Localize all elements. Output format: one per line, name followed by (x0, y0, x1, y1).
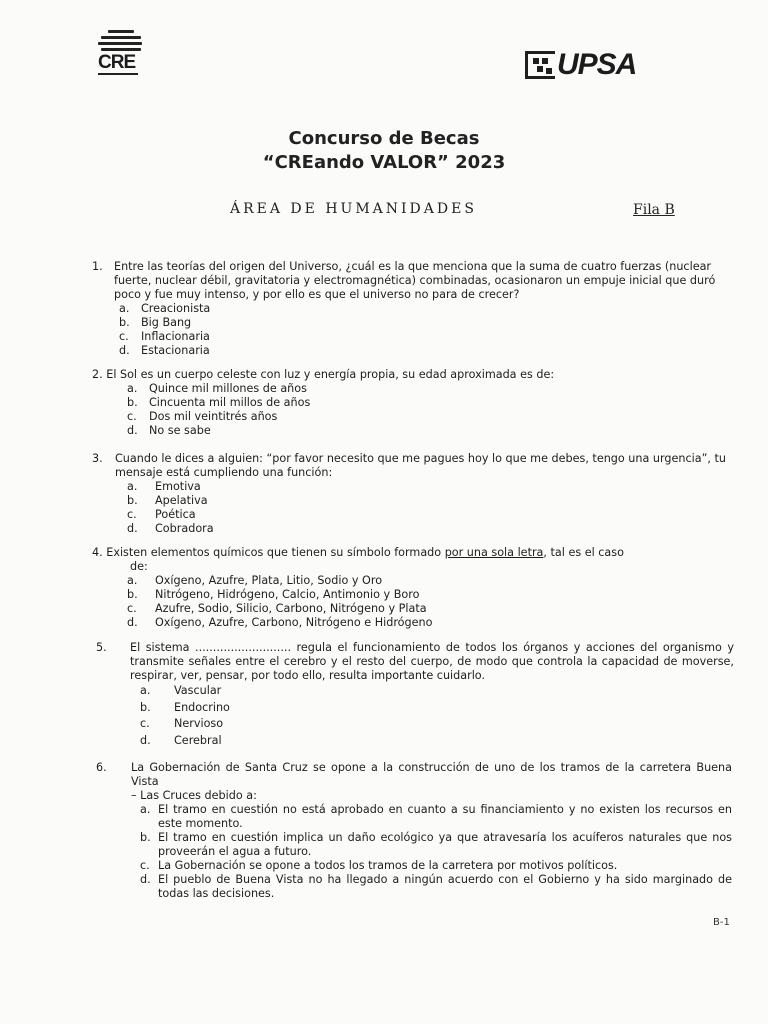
option-b[interactable]: b. Apelativa (127, 494, 208, 507)
option-b[interactable]: b. Endocrino (140, 700, 230, 714)
cre-logo-text: CRE (98, 52, 136, 73)
option-d[interactable]: d. No se sabe (127, 424, 211, 437)
question-stem-line: mensaje está cumpliendo una función: (115, 466, 333, 479)
option-d[interactable]: d. Cerebral (140, 733, 222, 747)
area-heading: ÁREA DE HUMANIDADES (230, 201, 477, 217)
question-number: 3. (92, 452, 103, 465)
question-number: 6. (96, 761, 107, 774)
option-d[interactable]: d. Cobradora (127, 522, 214, 535)
question-stem-line: fuerte, nuclear débil, gravitatoria y electromagnética) combinadas, ocasionaron un empuje inicial que duró (114, 274, 716, 287)
option-d[interactable]: d. Estacionaria (119, 344, 210, 357)
question-number: 2. (92, 368, 103, 381)
option-b[interactable]: b. Big Bang (119, 316, 192, 329)
question-2 (92, 368, 732, 438)
upsa-emblem-icon (525, 51, 555, 79)
upsa-logo (525, 48, 636, 82)
question-stem-line: El Sol es un cuerpo celeste con luz y energía propia, su edad aproximada es de: (106, 368, 555, 381)
cre-logo-lines-icon (96, 30, 142, 54)
question-4 (92, 546, 732, 630)
title-line-2: “CREando VALOR” 2023 (262, 152, 506, 173)
option-c[interactable]: c. Azufre, Sodio, Silicio, Carbono, Nitrógeno y Plata (127, 602, 427, 615)
question-stem-line: – Las Cruces debido a: (131, 789, 257, 802)
option-c[interactable]: c. Poética (127, 508, 196, 521)
option-c[interactable]: c. Nervioso (140, 717, 224, 730)
question-number: 4. (92, 546, 103, 559)
option-c[interactable]: c. Inflacionaria (119, 330, 210, 343)
question-3 (92, 452, 732, 536)
question-stem-line: El sistema ........................... regula el funcionamiento de todos los órganos y acciones del organismo y (130, 641, 734, 654)
option-a[interactable]: a. Emotiva (127, 480, 201, 493)
option-a[interactable]: a. Vascular (140, 684, 222, 697)
question-stem-line: , tal es el caso (543, 546, 624, 559)
question-stem-line: La Gobernación de Santa Cruz se opone a la construcción de uno de los tramos de la carretera Buena Vista (131, 761, 732, 788)
question-stem-line: Entre las teorías del origen del Universo, ¿cuál es la que menciona que la suma de cuatro fuerzas (nuclear (114, 260, 712, 273)
option-d[interactable]: d. Oxígeno, Azufre, Carbono, Nitrógeno e Hidrógeno (127, 616, 433, 629)
option-b[interactable]: b. Nitrógeno, Hidrógeno, Calcio, Antimonio y Boro (127, 588, 420, 601)
option-a[interactable]: a. Quince mil millones de años (127, 382, 307, 395)
question-stem-line: de: (130, 560, 148, 573)
option-a[interactable]: a. Oxígeno, Azufre, Plata, Litio, Sodio y Oro (127, 574, 383, 587)
question-stem-line: poco y fue muy intenso, y por ello es que el universo no para de crecer? (114, 288, 520, 301)
question-5 (96, 641, 734, 749)
option-a[interactable]: a. El tramo en cuestión no está aprobado en cuanto a su financiamiento y no existen los recursos en este momento. (140, 803, 732, 830)
question-stem-underlined: por una sola letra (444, 546, 544, 559)
option-d[interactable]: d. El pueblo de Buena Vista no ha llegado a ningún acuerdo con el Gobierno y ha sido marginado de todas las decisiones. (140, 873, 732, 900)
question-number: 1. (92, 260, 103, 273)
upsa-logo-text: UPSA (557, 48, 637, 81)
question-6 (96, 761, 732, 901)
title-line-1: Concurso de Becas (288, 128, 480, 149)
option-a[interactable]: a. Creacionista (119, 302, 211, 315)
question-number: 5. (96, 641, 107, 654)
question-1 (92, 260, 732, 358)
cre-logo (94, 30, 144, 76)
question-stem-line: transmite señales entre el cerebro y el resto del cuerpo, de modo que controla la capacidad de moverse, (130, 655, 734, 668)
option-c[interactable]: c. Dos mil veintitrés años (127, 410, 278, 423)
option-c[interactable]: c. La Gobernación se opone a todos los tramos de la carretera por motivos políticos. (140, 859, 618, 872)
option-b[interactable]: b. Cincuenta mil millos de años (127, 396, 311, 409)
question-stem-line: Existen elementos químicos que tienen su símbolo formado (106, 546, 445, 559)
option-b[interactable]: b. El tramo en cuestión implica un daño ecológico ya que atravesaría los acuíferos naturales que nos proveerán el agua a futuro. (140, 831, 732, 858)
fila-label: Fila B (633, 202, 675, 218)
question-stem-line: respirar, ver, pensar, por todo ello, resulta importante cuidarlo. (130, 669, 486, 682)
question-stem-line: Cuando le dices a alguien: “por favor necesito que me pagues hoy lo que me debes, tengo una urgencia”, tu (115, 452, 726, 465)
page-footer: B-1 (713, 917, 730, 928)
